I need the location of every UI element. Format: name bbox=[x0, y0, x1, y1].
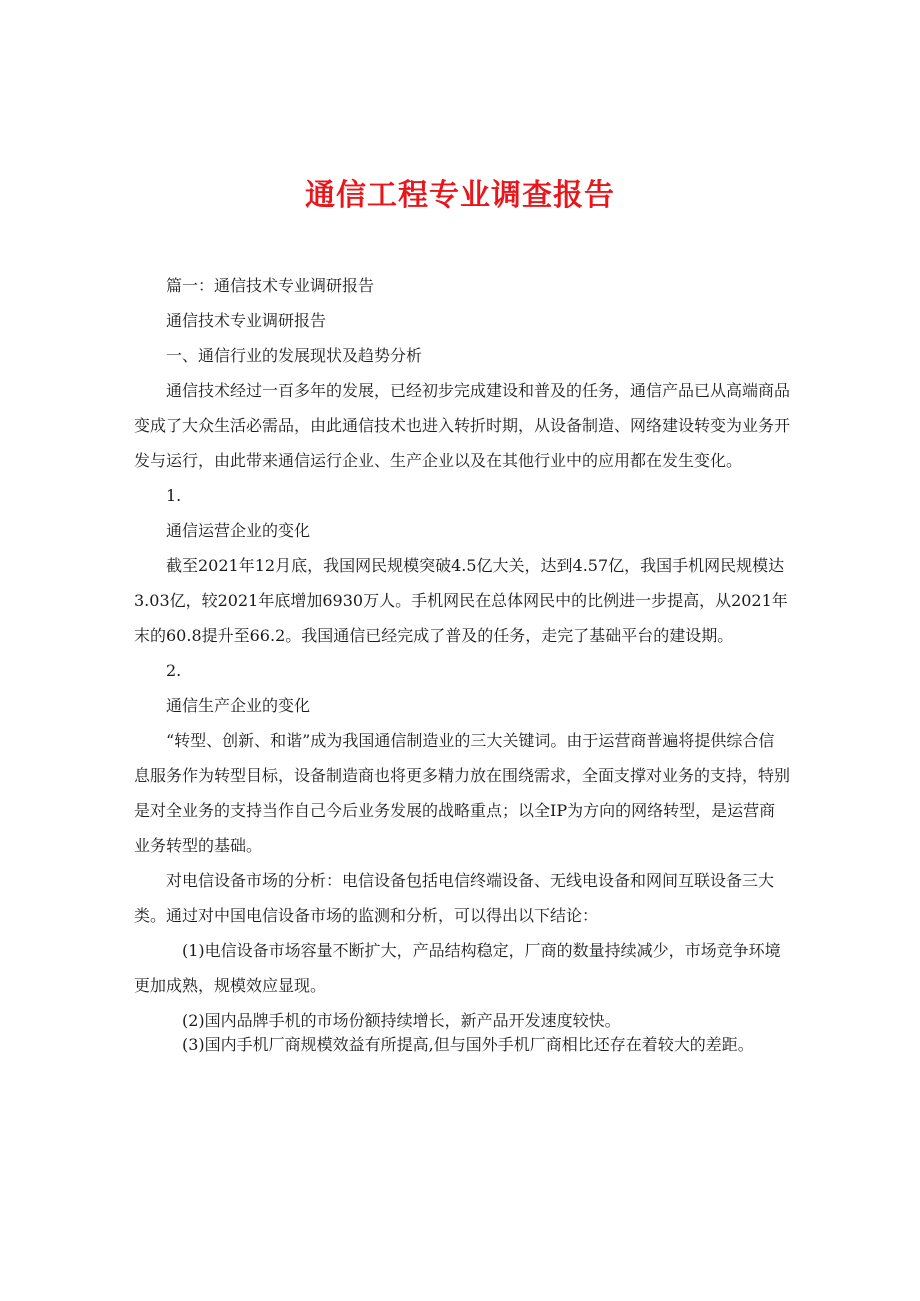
conclusion-item: (1)电信设备市场容量不断扩大，产品结构稳定，厂商的数量持续减少，市场竞争环境更加成熟，规模效应显现。 bbox=[134, 941, 781, 995]
document-title: 通信工程专业调查报告 bbox=[305, 178, 615, 213]
paragraph: 截至2021年12月底，我国网民规模突破4.5亿大关，达到4.57亿，我国手机网民规模达3.03亿，较2021年底增加6930万人。手机网民在总体网民中的比例进一步提高，从2021年末的60.8提升至66.2。我国通信已经完成了普及的任务，走完了基础平台的建设期。 bbox=[134, 556, 788, 645]
paragraph: “转型、创新、和谐”成为我国通信制造业的三大关键词。由于运营商普遍将提供综合信息服务作为转型目标，设备制造商也将更多精力放在围绕需求，全面支撑对业务的支持，特别是对全业务的支持当作自己今后业务发展的战略重点；以全IP为方向的网络转型，是运营商业务转型的基础。 bbox=[134, 731, 791, 855]
list-number: 2. bbox=[166, 661, 182, 680]
chapter-heading: 一、通信行业的发展现状及趋势分析 bbox=[166, 346, 423, 365]
section-heading: 篇一：通信技术专业调研报告 bbox=[166, 276, 375, 295]
conclusion-item: (3)国内手机厂商规模效益有所提高,但与国外手机厂商相比还存在着较大的差距。 bbox=[182, 1035, 754, 1054]
subsection-heading: 通信运营企业的变化 bbox=[166, 521, 311, 540]
subtitle: 通信技术专业调研报告 bbox=[166, 311, 327, 330]
subsection-heading: 通信生产企业的变化 bbox=[166, 696, 311, 715]
conclusion-item: (2)国内品牌手机的市场份额持续增长，新产品开发速度较快。 bbox=[182, 1011, 621, 1030]
paragraph: 通信技术经过一百多年的发展，已经初步完成建设和普及的任务，通信产品已从高端商品变成了大众生活必需品，由此通信技术也进入转折时期，从设备制造、网络建设转变为业务开发与运行，由此带来通信运行企业、生产企业以及在其他行业中的应用都在发生变化。 bbox=[134, 381, 791, 470]
paragraph: 对电信设备市场的分析：电信设备包括电信终端设备、无线电设备和网间互联设备三大类。通过对中国电信设备市场的监测和分析，可以得出以下结论： bbox=[134, 871, 775, 925]
list-number: 1. bbox=[166, 486, 182, 505]
document-body bbox=[134, 268, 790, 1057]
